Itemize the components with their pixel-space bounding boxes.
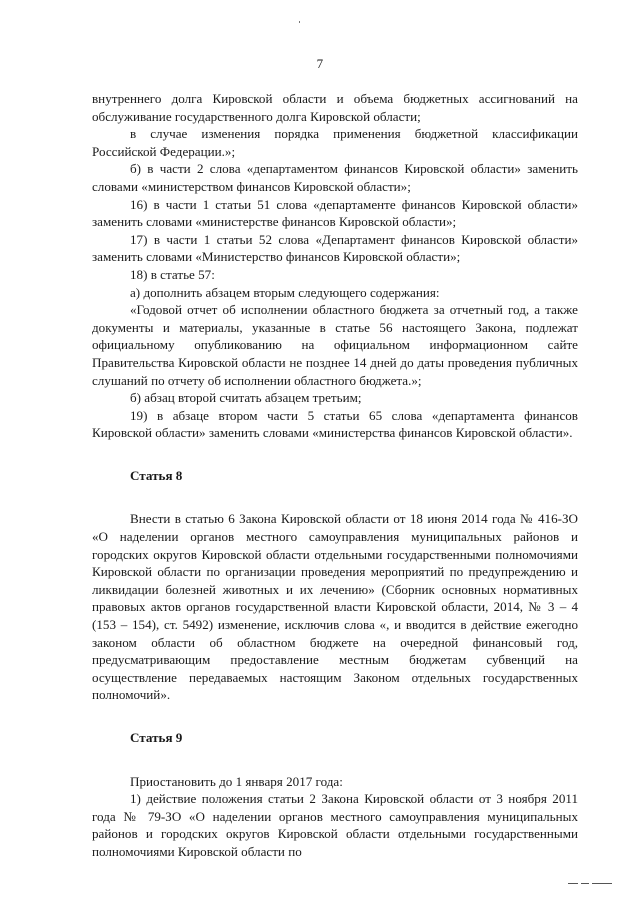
article-9-heading: Статья 9 [130, 730, 183, 745]
paragraph: в случае изменения порядка применения бюджетной классификации Российской Федерации.»; [92, 126, 578, 159]
paragraph: а) дополнить абзацем вторым следующего содержания: [130, 284, 440, 300]
paragraph: б) абзац второй считать абзацем третьим; [130, 390, 362, 406]
spacer [92, 747, 578, 773]
article-8-text: Внести в статью 6 Закона Кировской области от 18 июня 2014 года № 416-ЗО «О наделении органов местного самоуправления муниципальных районов и городских округов Кировской области отдельными государственными полномочиями Кировской области по организации проведения мероприятий по предупреждению и ликвидации болезней животных и их лечению» (Сборник основных нормативных правовых актов органов государственной власти Кировской области, 2014, № 3 – 4 (153 – 154), ст. 5492) изменение, исключив слова «, и вводится в действие ежегодно законом области об областном бюджете на очередной финансовый год, предусматривающим предоставление местным бюджетам субвенций на осуществление передаваемых настоящим Законом отдельных государственных полномочий». [92, 511, 578, 703]
scan-mark [299, 21, 300, 23]
spacer [92, 484, 578, 510]
scan-footer-mark [568, 882, 612, 886]
paragraph: 18) в статье 57: [130, 266, 215, 282]
page-number: 7 [316, 56, 324, 71]
article-8-heading: Статья 8 [130, 467, 183, 483]
article-9-paragraph: Приостановить до 1 января 2017 года: [130, 773, 343, 789]
paragraph: 16) в части 1 статьи 51 слова «департаменте финансов Кировской области» заменить словами «министерстве финансов Кировской области»; [92, 196, 578, 230]
paragraph: внутреннего долга Кировской области и объема бюджетных ассигнований на обслуживание государственного долга Кировской области; [92, 91, 578, 124]
article-9-paragraph: 1) действие положения статьи 2 Закона Кировской области от 3 ноября 2011 года № 79-ЗО «О наделении органов местного самоуправления муниципальных районов и городских округов Кировской области отдельными государственными полномочиями Кировской области по [92, 791, 578, 859]
spacer [92, 704, 578, 729]
paragraph: б) в части 2 слова «департаментом финансов Кировской области» заменить словами «министерством финансов Кировской области»; [92, 161, 578, 194]
spacer [92, 442, 578, 467]
paragraph: 17) в части 1 статьи 52 слова «Департамент финансов Кировской области» заменить словами «Министерство финансов Кировской области»; [92, 231, 578, 265]
paragraph: 19) в абзаце втором части 5 статьи 65 слова «департамента финансов Кировской области» заменить словами «министерства финансов Кировской области». [92, 407, 578, 441]
document-body [92, 90, 578, 861]
paragraph: «Годовой отчет об исполнении областного бюджета за отчетный год, а также документы и материалы, указанные в статье 56 настоящего Закона, подлежат официальному опубликованию на официальном информационном сайте Правительства Кировской области не позднее 14 дней до даты проведения публичных слушаний по отчету об исполнении областного бюджета.»; [92, 302, 578, 388]
